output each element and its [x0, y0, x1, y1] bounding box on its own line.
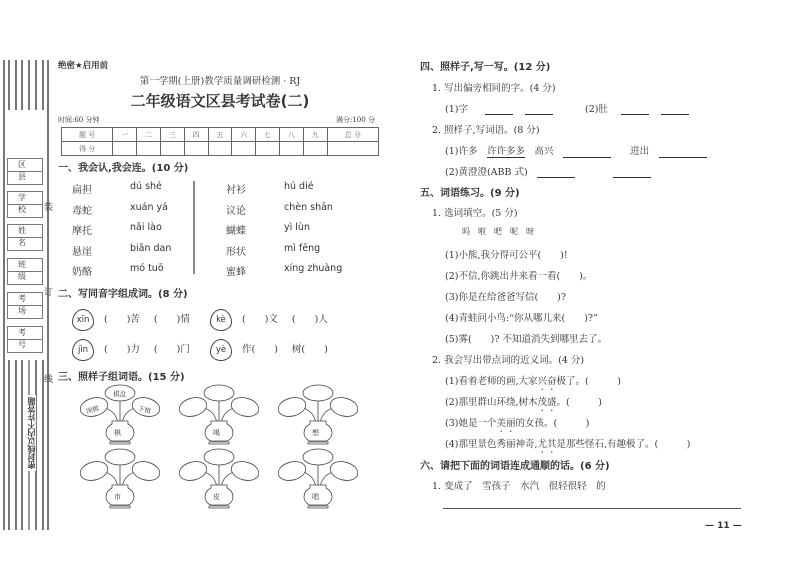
q4-2: 2. 照样子,写词语。(8 分): [432, 125, 540, 136]
section-6-heading: 六、请把下面的词语连成通顺的话。(6 分): [420, 461, 610, 472]
score-cell[interactable]: [232, 142, 256, 156]
dotted-word: 尤其: [537, 439, 557, 450]
sentence-text: 是那些怪石,有趣极了。( ): [556, 439, 691, 450]
score-cell[interactable]: [327, 142, 378, 156]
fill-blank[interactable]: ( )文: [242, 314, 278, 325]
fill-sentence[interactable]: (5)雾( )? 不知道消失到哪里去了。: [445, 334, 607, 345]
answer-blank[interactable]: [621, 105, 649, 115]
page-number: — 11 —: [705, 521, 742, 531]
section-2-heading: 二、写同音字组成词。(8 分): [58, 289, 188, 300]
section-5-heading: 五、词语练习。(9 分): [420, 188, 520, 199]
fill-blank[interactable]: ( )情: [153, 314, 190, 325]
fill-sentence[interactable]: (3)你是在给爸爸写信( )?: [445, 292, 566, 303]
fill-blank[interactable]: ( )人: [291, 314, 328, 325]
homophone-group: [72, 339, 204, 361]
pinyin-item[interactable]: dú shé: [130, 181, 162, 192]
fill-sentence[interactable]: (1)小熊,我分得可公平( )!: [445, 250, 568, 261]
word-item[interactable]: 扁担: [72, 185, 92, 196]
field-exam-room[interactable]: [7, 292, 43, 319]
score-cell[interactable]: [280, 142, 304, 156]
answer-blank[interactable]: [659, 148, 707, 158]
score-cell[interactable]: [184, 142, 208, 156]
sentence-text: (1)看着老师的画,大家: [445, 376, 538, 387]
score-cell[interactable]: [208, 142, 232, 156]
score-header-cell: 三: [160, 128, 184, 142]
fill-blank[interactable]: 作( ): [242, 344, 278, 355]
q4-1-b: [585, 101, 689, 115]
fill-sentence[interactable]: (4)青蛙问小鸟:“你从哪儿来( )?”: [445, 313, 598, 324]
answer-blank[interactable]: [537, 168, 575, 178]
dotted-word: 兴奋: [537, 376, 557, 387]
q4-1: 1. 写出偏旁相同的字。(4 分): [432, 83, 556, 94]
word-item[interactable]: 蜜蜂: [226, 267, 246, 278]
word-item[interactable]: 议论: [226, 205, 246, 217]
q5-1: 1. 选词填空。(5 分): [432, 208, 518, 219]
leaf-icon: jìn: [72, 339, 94, 361]
vase-flower[interactable]: [80, 447, 160, 509]
fill-blank[interactable]: ( )苦: [104, 314, 140, 325]
score-table: [61, 127, 379, 156]
field-label: 区 县: [8, 159, 42, 172]
q-label: (1)字: [445, 104, 468, 115]
word-item[interactable]: 悬崖: [72, 246, 92, 258]
q-label: (1)许多: [445, 146, 478, 157]
word: 进出: [630, 146, 650, 157]
sentence-text: 。( ): [556, 397, 602, 408]
sentence-text: (2)那里群山环绕,树木: [445, 397, 538, 408]
score-header-cell: 四: [184, 128, 208, 142]
field-school[interactable]: [7, 191, 43, 218]
section-4-heading: 四、照样子,写一写。(12 分): [420, 62, 551, 73]
score-cell[interactable]: [160, 142, 184, 156]
answer-blank[interactable]: [563, 148, 611, 158]
sentence-text: 的女孩。( ): [515, 418, 590, 429]
vase-flower[interactable]: [179, 447, 259, 509]
word-item[interactable]: 形状: [226, 246, 246, 258]
word: 高兴: [534, 146, 554, 157]
pinyin-item[interactable]: mó tuō: [130, 263, 164, 274]
score-header-cell: 总 分: [327, 128, 378, 142]
time-limit: 时间:60 分钟: [58, 116, 100, 124]
q6-1: 1. 变成了 雪孩子 水汽 很轻很轻 的: [432, 481, 606, 492]
field-label: 班 级: [8, 259, 42, 272]
synonym-sentence[interactable]: [445, 436, 690, 456]
word-item[interactable]: 奶酪: [72, 267, 92, 278]
vase-character: 喝: [213, 429, 220, 437]
score-cell[interactable]: [303, 142, 327, 156]
vase-character: 唱: [312, 493, 319, 501]
score-header-cell: 一: [113, 128, 137, 142]
pinyin-item[interactable]: nǎi lào: [130, 222, 162, 233]
vase-character: 想: [312, 429, 319, 437]
synonym-sentence[interactable]: [445, 394, 602, 414]
field-label: 考 号: [8, 327, 42, 340]
score-header-cell: 九: [303, 128, 327, 142]
q5-2: 2. 我会写出带点词的近义词。(4 分): [432, 355, 585, 366]
score-header-cell: 二: [137, 128, 161, 142]
pinyin-item[interactable]: xuán yá: [130, 201, 168, 213]
pinyin-item[interactable]: mì fēng: [284, 242, 321, 254]
word-item[interactable]: 摩托: [72, 226, 92, 237]
word-choices: 吗 啦 吧 呢 呀: [462, 227, 534, 236]
q4-2-a: [445, 143, 707, 158]
pinyin-item[interactable]: biǎn dan: [130, 242, 172, 254]
full-score: 满分:100 分: [336, 116, 375, 124]
vase-flower[interactable]: [179, 383, 259, 445]
pinyin-item[interactable]: yì lùn: [284, 222, 310, 233]
field-label: 姓 名: [8, 225, 42, 238]
field-district[interactable]: [7, 158, 43, 185]
example-answer: 许许多多: [486, 146, 525, 157]
field-label: 学 校: [8, 192, 42, 205]
q4-2-b: [445, 164, 651, 178]
fill-blank[interactable]: ( )力: [104, 344, 140, 355]
fill-blank[interactable]: ( )门: [153, 344, 190, 355]
pinyin-item[interactable]: xíng zhuàng: [284, 263, 343, 274]
binding-mark: 线: [44, 375, 54, 385]
secret-label: 绝密★启用前: [58, 61, 109, 71]
sentence-text: (3)她是一个: [445, 418, 497, 429]
synonym-sentence[interactable]: [445, 373, 621, 393]
word-item[interactable]: 衬衫: [226, 185, 246, 196]
vase-character: 市: [114, 493, 121, 501]
score-header-cell: 八: [280, 128, 304, 142]
vase-character: 皮: [213, 493, 220, 501]
example-leaf-word: 下棋: [137, 404, 152, 416]
q-label: (2)肚: [585, 104, 608, 115]
leaf-icon: kè: [210, 309, 232, 331]
homophone-group: [210, 339, 342, 361]
score-header-cell: 七: [256, 128, 280, 142]
dotted-word: 美丽: [496, 418, 516, 429]
section-3-heading: 三、照样子组词语。(15 分): [58, 372, 185, 383]
page-title: 二年级语文区县考试卷(二): [130, 92, 310, 110]
sentence-text: (4)那里景色秀丽神奇,: [445, 439, 538, 450]
seal-notice: 密封线以内不许答题: [26, 397, 36, 469]
field-class[interactable]: [7, 258, 43, 285]
word-item[interactable]: 毒蛇: [72, 205, 92, 217]
homophone-group: [210, 309, 342, 331]
example-leaf-word: 围棋: [85, 404, 100, 416]
score-row-label: 得 分: [62, 142, 113, 156]
sentence-text: 极了。( ): [556, 376, 621, 387]
field-exam-number[interactable]: [7, 326, 43, 353]
divider: [193, 181, 195, 274]
synonym-sentence[interactable]: [445, 415, 589, 435]
section-1-heading: 一、我会认,我会连。(10 分): [58, 163, 189, 174]
exam-subtitle: 第一学期(上册)教学质量调研检测 · RJ: [139, 76, 301, 87]
leaf-icon: xīn: [72, 309, 94, 331]
pinyin-item[interactable]: hú dié: [284, 181, 314, 192]
leaf-icon: yè: [210, 339, 232, 361]
vase-flower[interactable]: [80, 383, 160, 445]
answer-blank[interactable]: [661, 105, 689, 115]
score-header-cell: 五: [208, 128, 232, 142]
answer-line[interactable]: [443, 508, 741, 509]
answer-blank[interactable]: [525, 105, 553, 115]
score-header-cell: 题 号: [62, 128, 113, 142]
vase-character: 棋: [114, 429, 121, 437]
score-header-cell: 六: [232, 128, 256, 142]
word-item[interactable]: 蝴蝶: [226, 226, 246, 237]
fill-sentence[interactable]: (2)不信,你跳出井来看一看( )。: [445, 271, 593, 282]
score-cell[interactable]: [256, 142, 280, 156]
binding-mark: 订: [44, 288, 54, 298]
score-cell[interactable]: [113, 142, 137, 156]
field-label: 考 场: [8, 293, 42, 306]
vase-flower[interactable]: [278, 383, 358, 445]
field-name[interactable]: [7, 224, 43, 251]
answer-blank[interactable]: [613, 168, 651, 178]
q-label: (2)黄澄澄(ABB 式): [445, 167, 528, 178]
dotted-word: 茂盛: [537, 397, 557, 408]
homophone-group: [72, 309, 204, 331]
q4-1-a: [445, 101, 553, 115]
example-leaf-word: 棋盘: [113, 390, 126, 398]
fill-blank[interactable]: 树( ): [291, 344, 328, 355]
answer-blank[interactable]: [485, 105, 513, 115]
vase-flower[interactable]: [278, 447, 358, 509]
binding-mark: 装: [44, 203, 54, 213]
score-cell[interactable]: [137, 142, 161, 156]
pinyin-item[interactable]: chèn shān: [284, 201, 333, 213]
